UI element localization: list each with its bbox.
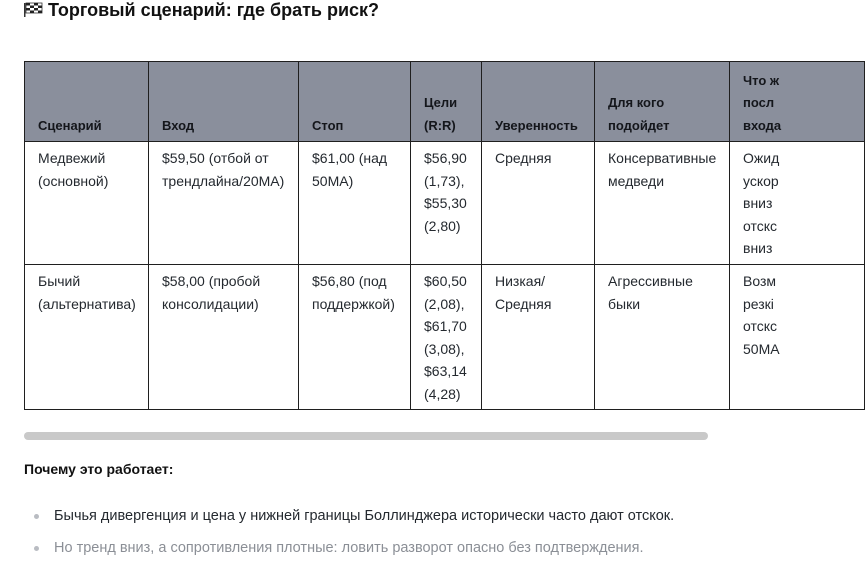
table-cell: Средняя bbox=[482, 142, 595, 265]
column-header: Уверенность bbox=[482, 62, 595, 142]
table-cell: Агрессивные быки bbox=[595, 265, 730, 410]
checkered-flag-icon bbox=[24, 3, 42, 17]
column-header: Стоп bbox=[299, 62, 411, 142]
table-cell: $56,90 (1,73), $55,30 (2,80) bbox=[411, 142, 482, 265]
table-cell: $60,50 (2,08), $61,70 (3,08), $63,14 (4,28) bbox=[411, 265, 482, 410]
list-item bbox=[24, 537, 784, 569]
bullet-icon bbox=[34, 546, 39, 551]
list-item bbox=[24, 505, 784, 537]
table-cell: Ожид ускор вниз отскс вниз bbox=[730, 142, 865, 265]
table-header-row bbox=[25, 62, 865, 142]
table-row bbox=[25, 265, 865, 410]
table-cell: $61,00 (над 50MA) bbox=[299, 142, 411, 265]
column-header: Для кого подойдет bbox=[595, 62, 730, 142]
section-heading bbox=[24, 0, 379, 20]
horizontal-scrollbar[interactable] bbox=[24, 432, 708, 440]
table-cell: Низкая/ Средняя bbox=[482, 265, 595, 410]
reasons-list bbox=[24, 505, 784, 569]
why-title: Почему это работает: bbox=[24, 461, 174, 477]
table-cell: $58,00 (пробой консолидации) bbox=[149, 265, 299, 410]
table-row bbox=[25, 142, 865, 265]
column-header: Что ж посл входа bbox=[730, 62, 865, 142]
list-item-text: Бычья дивергенция и цена у нижней границы Боллинджера исторически часто дают отскок. bbox=[54, 508, 675, 524]
heading-text: Торговый сценарий: где брать риск? bbox=[48, 0, 380, 20]
bullet-icon bbox=[34, 514, 39, 519]
scenario-table bbox=[24, 61, 865, 410]
table-cell: Бычий (альтернатива) bbox=[25, 265, 149, 410]
column-header: Вход bbox=[149, 62, 299, 142]
scenario-table-container[interactable] bbox=[24, 61, 782, 407]
table-cell: Возм резкі отскс 50MA bbox=[730, 265, 865, 410]
table-cell: $59,50 (отбой от трендлайна/20MA) bbox=[149, 142, 299, 265]
column-header: Цели (R:R) bbox=[411, 62, 482, 142]
table-cell: Консервативные медведи bbox=[595, 142, 730, 265]
table-cell: Медвежий (основной) bbox=[25, 142, 149, 265]
column-header: Сценарий bbox=[25, 62, 149, 142]
list-item-text: Но тренд вниз, а сопротивления плотные: ловить разворот опасно без подтверждения. bbox=[54, 540, 644, 556]
table-cell: $56,80 (под поддержкой) bbox=[299, 265, 411, 410]
